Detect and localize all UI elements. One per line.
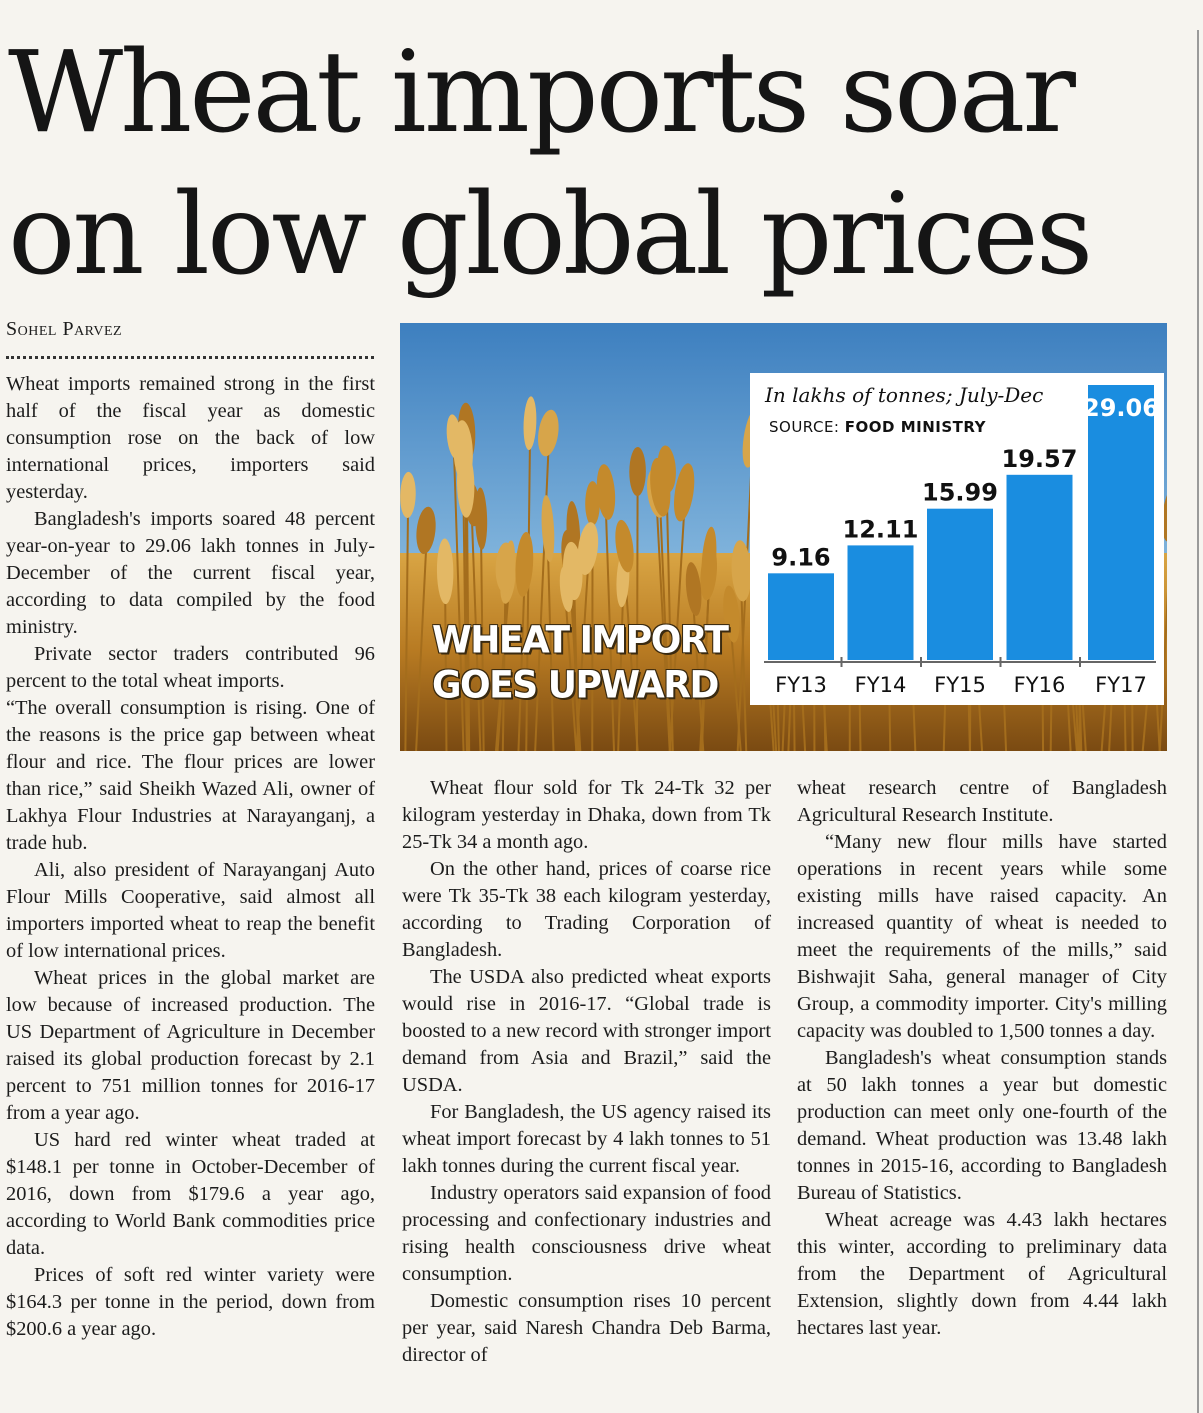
data-label-FY17: 29.06 <box>1083 394 1159 422</box>
paragraph: Bangladesh's wheat consumption stands at 50 lakh tonnes a year but domestic production can meet only one-fourth of the demand. Wheat production was 13.48 lakh tonnes in 2015-16, according to Bangladesh Bureau of Statistics. <box>797 1047 1167 1204</box>
overlay-line-2: GOES UPWARD <box>432 664 718 708</box>
headline-line-2: on low global prices <box>8 170 1091 300</box>
source-label: SOURCE: <box>769 418 840 436</box>
paragraph: Wheat acreage was 4.43 lakh hectares this winter, according to preliminary data from the Department of Agricultural Extension, slightly down from 4.44 lakh hectares last year. <box>797 1209 1167 1339</box>
paragraph: “The overall consumption is rising. One of the reasons is the price gap between wheat flour and rice. The flour prices are lower than rice,” said Sheikh Wazed Ali, owner of Lakhya Flour Industries at Narayanganj, a trade hub. <box>6 697 375 854</box>
data-label-FY16: 19.57 <box>1001 444 1078 473</box>
paragraph: Ali, also president of Narayanganj Auto Flour Mills Cooperative, said almost all importers imported wheat to reap the benefit of low international prices. <box>6 859 375 962</box>
paragraph: Private sector traders contributed 96 percent to the total wheat imports. <box>6 643 375 692</box>
data-label-FY15: 15.99 <box>922 478 998 507</box>
headline-line-1: Wheat imports soar <box>8 28 1073 158</box>
bar-FY17 <box>1088 385 1154 660</box>
graphic-overlay-title <box>432 618 727 708</box>
chart-subtitle: In lakhs of tonnes; July-Dec <box>765 383 1044 407</box>
paragraph: Wheat imports remained strong in the first half of the fiscal year as domestic consumption rose on the back of low international prices, importers said yesterday. <box>6 373 375 503</box>
dotted-divider <box>6 356 374 359</box>
paragraph: “Many new flour mills have started operations in recent years while some existing mills have raised capacity. An increased quantity of wheat is needed to meet the requirements of the mills,” said Bishwajit Saha, general manager of City Group, a commodity importer. City's milling capacity was doubled to 1,500 tonnes a day. <box>797 831 1167 1042</box>
paragraph: wheat research centre of Bangladesh Agricultural Research Institute. <box>797 777 1167 826</box>
paragraph: Wheat prices in the global market are low because of increased production. The US Department of Agriculture in December raised its global production forecast by 2.1 percent to 751 million tonnes for 2016-17 from a year ago. <box>6 967 375 1124</box>
bar-chart <box>750 373 1164 705</box>
tick-label-FY13: FY13 <box>775 673 827 697</box>
article-column-3 <box>797 775 1167 1342</box>
paragraph: Prices of soft red winter variety were $164.3 per tonne in the period, down from $200.6 a year ago. <box>6 1264 375 1340</box>
paragraph: The USDA also predicted wheat exports would rise in 2016-17. “Global trade is boosted to a new record with stronger import demand from Asia and Brazil,” said the USDA. <box>402 966 771 1096</box>
source-value: FOOD MINISTRY <box>844 418 986 436</box>
chart-panel <box>750 373 1164 705</box>
paragraph: Wheat flour sold for Tk 24-Tk 32 per kilogram yesterday in Dhaka, down from Tk 25-Tk 34 a month ago. <box>402 777 771 853</box>
bar-FY13 <box>768 573 834 660</box>
tick-label-FY17: FY17 <box>1095 673 1147 697</box>
byline: Sohel Parvez <box>6 318 123 340</box>
bar-FY14 <box>848 545 914 660</box>
bar-FY16 <box>1007 475 1073 660</box>
data-label-FY14: 12.11 <box>842 515 919 544</box>
paragraph: Domestic consumption rises 10 percent per year, said Naresh Chandra Deb Barma, director of <box>402 1290 771 1366</box>
tick-label-FY16: FY16 <box>1013 673 1066 697</box>
headline <box>8 22 1198 306</box>
paragraph: Industry operators said expansion of food processing and confectionary industries and rising health consciousness drive wheat consumption. <box>402 1182 771 1285</box>
paragraph: Bangladesh's imports soared 48 percent year-on-year to 29.06 lakh tonnes in July-December of the current fiscal year, according to data compiled by the food ministry. <box>6 508 375 638</box>
bar-FY15 <box>927 509 993 660</box>
data-label-FY13: 9.16 <box>771 543 831 572</box>
column-rule <box>1197 30 1199 1413</box>
tick-label-FY14: FY14 <box>854 673 907 697</box>
paragraph: US hard red winter wheat traded at $148.1 per tonne in October-December of 2016, down from $179.6 a year ago, according to World Bank commodities price data. <box>6 1129 375 1259</box>
paragraph: On the other hand, prices of coarse rice were Tk 35-Tk 38 each kilogram yesterday, according to Trading Corporation of Bangladesh. <box>402 858 771 961</box>
wheat-import-graphic <box>400 323 1167 751</box>
article-column-2 <box>402 775 771 1369</box>
overlay-line-1: WHEAT IMPORT <box>432 618 728 662</box>
article-column-1 <box>6 371 375 1343</box>
paragraph: For Bangladesh, the US agency raised its wheat import forecast by 4 lakh tonnes to 51 lakh tonnes during the current fiscal year. <box>402 1101 771 1177</box>
tick-label-FY15: FY15 <box>934 673 986 697</box>
